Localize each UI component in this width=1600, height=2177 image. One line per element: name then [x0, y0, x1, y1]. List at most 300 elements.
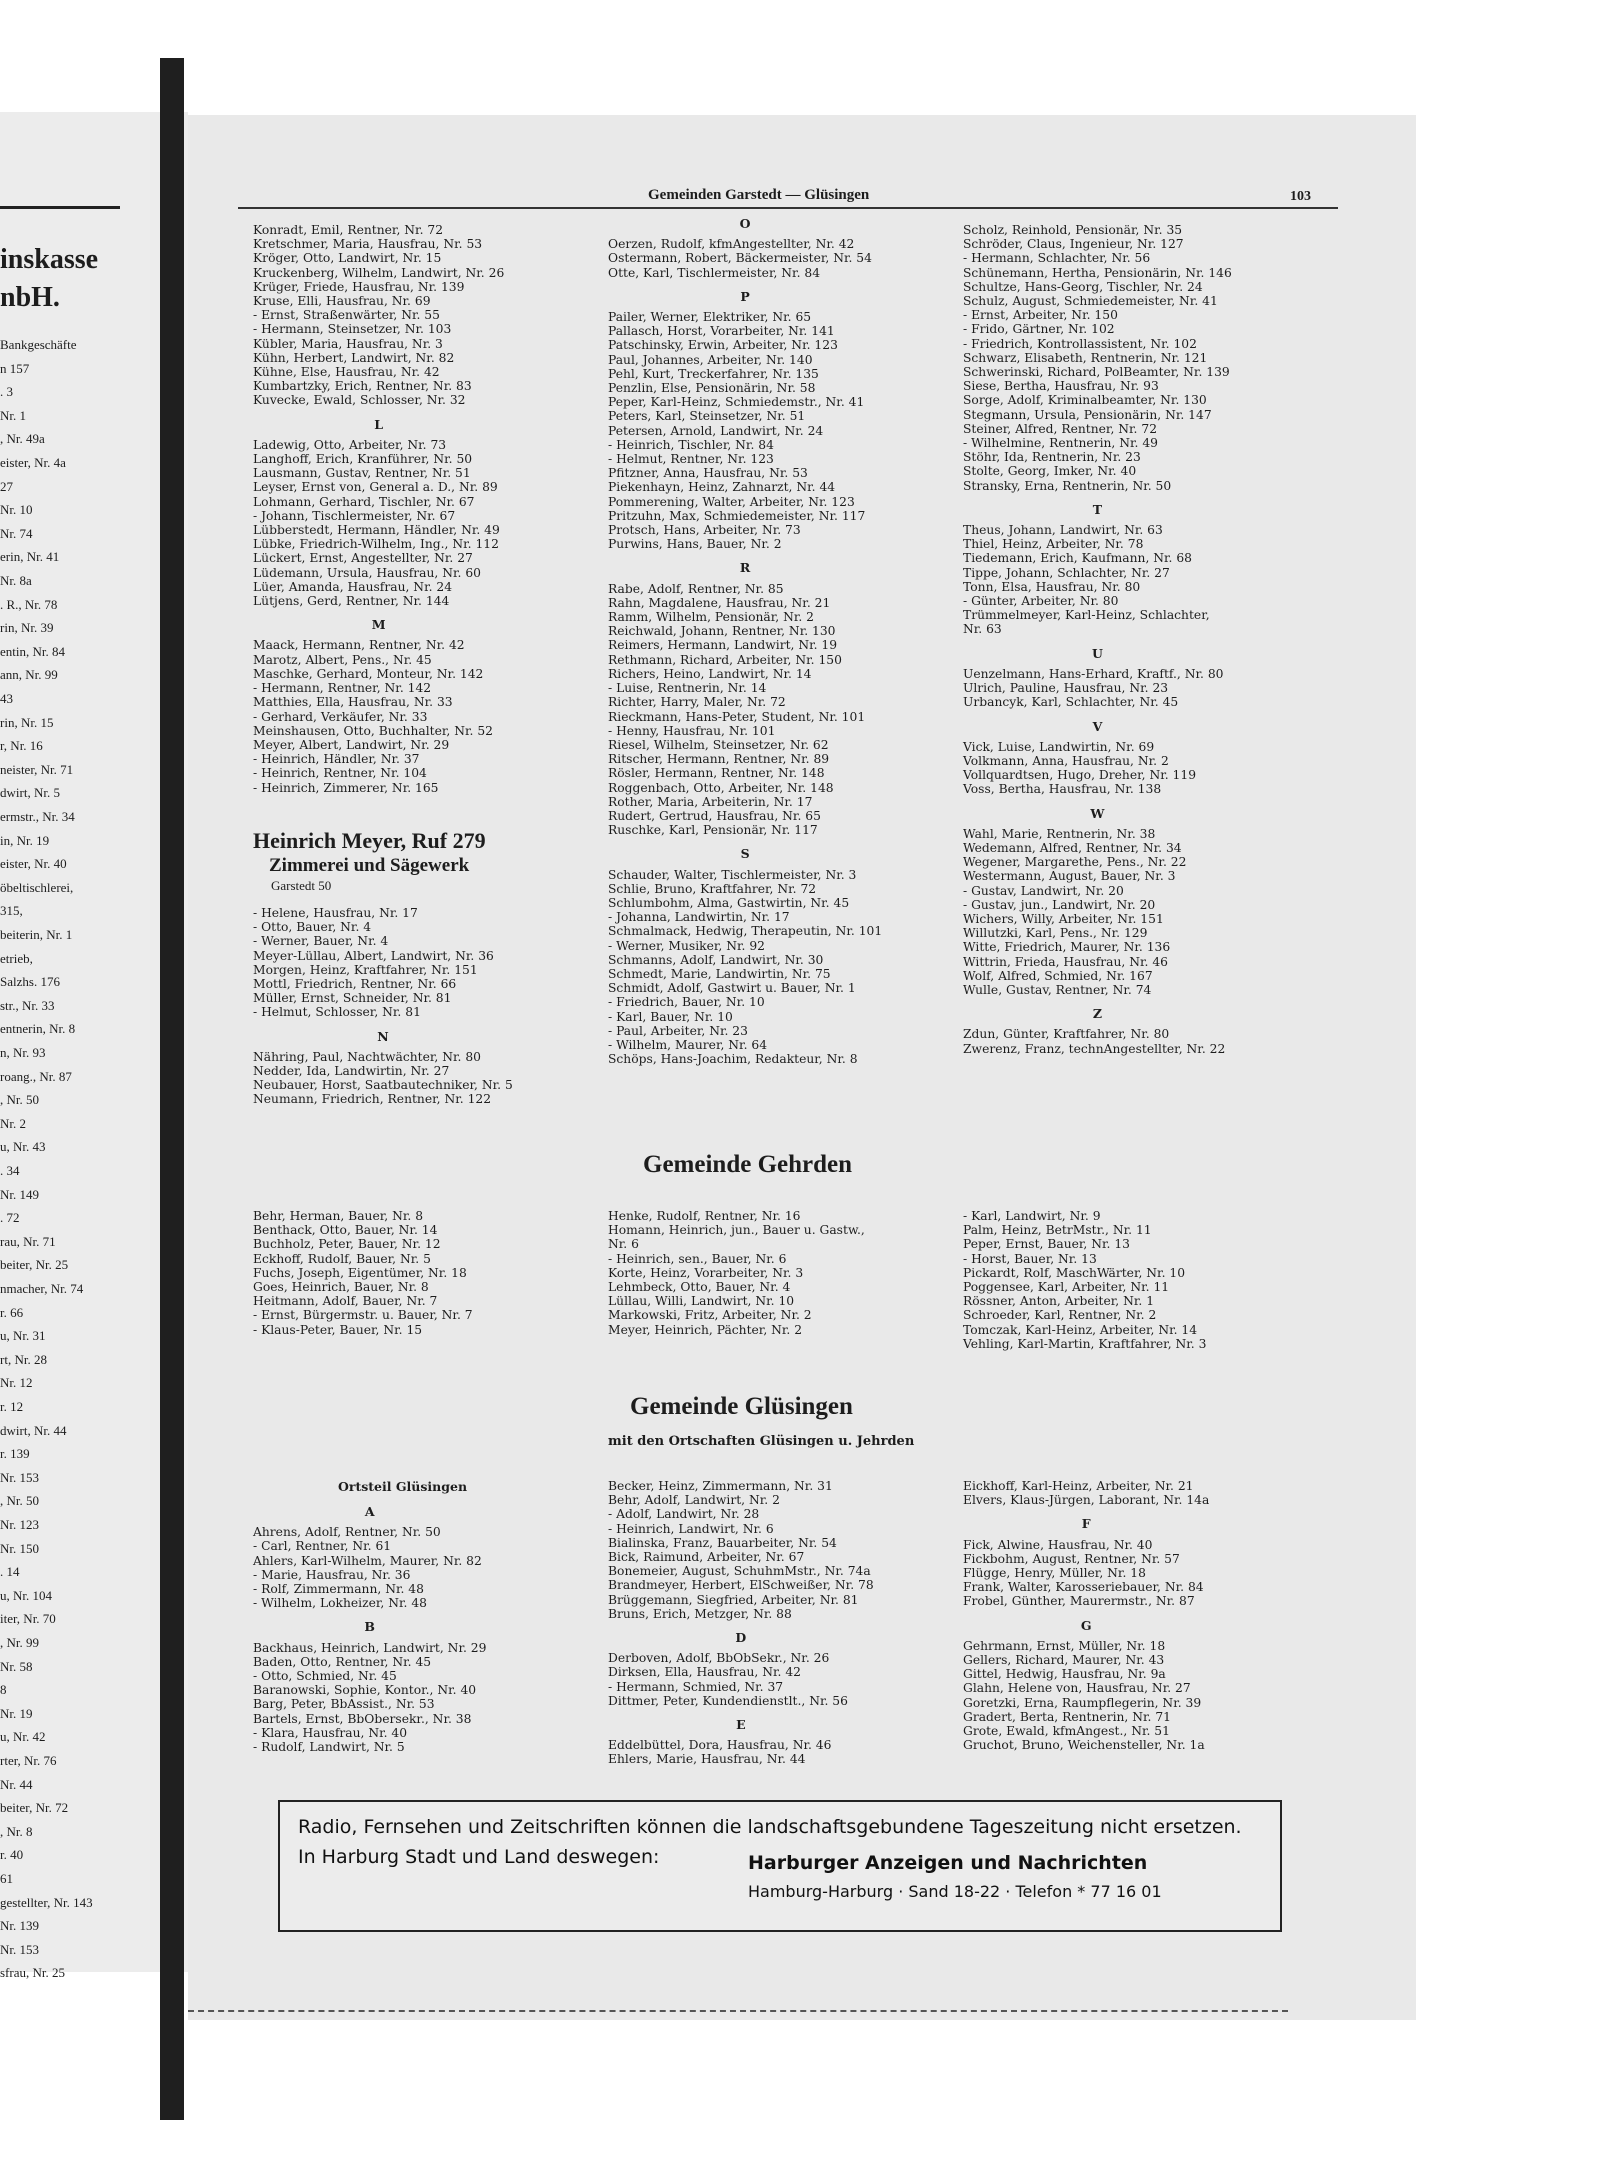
- directory-entry: Willutzki, Karl, Pens., Nr. 129: [963, 926, 1148, 941]
- left-page-line: . 34: [0, 1163, 20, 1178]
- directory-entry: Urbancyk, Karl, Schlachter, Nr. 45: [963, 695, 1179, 710]
- directory-entry: - Gustav, Landwirt, Nr. 20: [963, 883, 1124, 898]
- left-page-line: gestellter, Nr. 143: [0, 1894, 93, 1910]
- directory-entry: Nr. 6: [608, 1237, 639, 1252]
- directory-entry: Meyer-Lüllau, Albert, Landwirt, Nr. 36: [253, 948, 494, 963]
- directory-entry: - Heinrich, Zimmerer, Nr. 165: [253, 780, 439, 795]
- directory-entry: Rethmann, Richard, Arbeiter, Nr. 150: [608, 652, 842, 667]
- directory-entry: Baranowski, Sophie, Kontor., Nr. 40: [253, 1683, 477, 1698]
- letter-heading: F: [1081, 1516, 1091, 1532]
- left-page-line: Nr. 153: [0, 1941, 39, 1957]
- directory-entry: Lohmann, Gerhard, Tischler, Nr. 67: [253, 494, 475, 509]
- left-page-line: rau, Nr. 71: [0, 1233, 56, 1249]
- directory-entry: Rieckmann, Hans-Peter, Student, Nr. 101: [608, 709, 866, 724]
- directory-entry: Lehmbeck, Otto, Bauer, Nr. 4: [608, 1280, 791, 1295]
- directory-entry: Schwerinski, Richard, PolBeamter, Nr. 139: [963, 365, 1230, 380]
- directory-entry: Tomczak, Karl-Heinz, Arbeiter, Nr. 14: [963, 1322, 1198, 1337]
- directory-entry: - Ernst, Straßenwärter, Nr. 55: [253, 308, 440, 323]
- directory-entry: Fuchs, Joseph, Eigentümer, Nr. 18: [253, 1265, 467, 1280]
- meyer-ad-business: Zimmerei und Sägewerk: [269, 855, 470, 876]
- left-page-line: 315,: [0, 903, 23, 919]
- directory-entry: Grote, Ewald, kfmAngest., Nr. 51: [963, 1724, 1170, 1739]
- ortsteil-heading: Ortsteil Glüsingen: [338, 1479, 468, 1494]
- left-page-line: Nr. 139: [0, 1918, 39, 1934]
- directory-entry: Schroeder, Karl, Rentner, Nr. 2: [963, 1308, 1157, 1323]
- directory-entry: - Heinrich, sen., Bauer, Nr. 6: [608, 1251, 787, 1266]
- directory-entry: Rahn, Magdalene, Hausfrau, Nr. 21: [608, 595, 831, 610]
- directory-entry: Eickhoff, Karl-Heinz, Arbeiter, Nr. 21: [963, 1479, 1194, 1493]
- directory-entry: Markowski, Fritz, Arbeiter, Nr. 2: [608, 1308, 812, 1323]
- directory-entry: Dittmer, Peter, Kundendienstlt., Nr. 56: [608, 1693, 848, 1708]
- directory-entry: Bick, Raimund, Arbeiter, Nr. 67: [608, 1550, 805, 1565]
- left-page-line: eister, Nr. 4a: [0, 455, 66, 470]
- left-page-line: 27: [0, 478, 13, 494]
- directory-entry: Pallasch, Horst, Vorarbeiter, Nr. 141: [608, 324, 835, 339]
- gehrden-column-1: [253, 1209, 473, 1337]
- left-page-line: entin, Nr. 84: [0, 643, 65, 659]
- letter-heading: E: [736, 1717, 746, 1733]
- directory-entry: Schmidt, Adolf, Gastwirt u. Bauer, Nr. 1: [608, 981, 856, 996]
- running-title: Gemeinden Garstedt — Glüsingen: [648, 187, 870, 203]
- left-page-line: ermstr., Nr. 34: [0, 809, 75, 824]
- directory-entry: Pfitzner, Anna, Hausfrau, Nr. 53: [608, 466, 808, 481]
- directory-entry: Meyer, Heinrich, Pächter, Nr. 2: [608, 1322, 803, 1337]
- directory-entry: - Hermann, Schmied, Nr. 37: [608, 1679, 784, 1694]
- directory-entry: Gittel, Hedwig, Hausfrau, Nr. 9a: [963, 1667, 1166, 1682]
- directory-entry: Tonn, Elsa, Hausfrau, Nr. 80: [963, 579, 1141, 594]
- directory-entry: Purwins, Hans, Bauer, Nr. 2: [608, 537, 782, 552]
- left-page-line: rt, Nr. 28: [0, 1351, 47, 1367]
- left-page-line: entnerin, Nr. 8: [0, 1021, 76, 1037]
- directory-entry: - Helmut, Schlosser, Nr. 81: [253, 1005, 421, 1020]
- directory-entry: Wichers, Willy, Arbeiter, Nr. 151: [963, 911, 1164, 926]
- directory-entry: Stransky, Erna, Rentnerin, Nr. 50: [963, 478, 1172, 493]
- letter-heading: U: [1091, 645, 1103, 661]
- directory-entry: Ahlers, Karl-Wilhelm, Maurer, Nr. 82: [253, 1553, 482, 1568]
- directory-entry: Bonemeier, August, SchuhmMstr., Nr. 74a: [608, 1564, 871, 1579]
- directory-entry: Maack, Hermann, Rentner, Nr. 42: [253, 638, 465, 653]
- directory-entry: Pritzuhn, Max, Schmiedemeister, Nr. 117: [608, 508, 866, 523]
- left-page-line: roang., Nr. 87: [0, 1068, 72, 1084]
- directory-entry: Reimers, Hermann, Landwirt, Nr. 19: [608, 638, 838, 653]
- letter-heading: P: [740, 288, 750, 304]
- directory-entry: Stöhr, Ida, Rentnerin, Nr. 23: [963, 450, 1141, 465]
- left-page-line: in, Nr. 19: [0, 832, 50, 848]
- directory-entry: Lüer, Amanda, Hausfrau, Nr. 24: [253, 579, 453, 594]
- directory-entry: Schünemann, Hertha, Pensionärin, Nr. 146: [963, 265, 1232, 280]
- directory-entry: Wedemann, Alfred, Rentner, Nr. 34: [963, 840, 1182, 855]
- gehrden-title: Gemeinde Gehrden: [643, 1151, 853, 1178]
- running-head: [188, 187, 1418, 209]
- directory-entry: Goes, Heinrich, Bauer, Nr. 8: [253, 1280, 429, 1295]
- left-page-line: u, Nr. 104: [0, 1587, 52, 1603]
- directory-entry: Wahl, Marie, Rentnerin, Nr. 38: [963, 826, 1156, 841]
- directory-entry: Neumann, Friedrich, Rentner, Nr. 122: [253, 1092, 492, 1107]
- left-page-line: Nr. 2: [0, 1115, 26, 1131]
- left-page-line: Bankgeschäfte: [0, 337, 77, 352]
- left-page-line: neister, Nr. 71: [0, 761, 74, 777]
- garstedt-column-2: [608, 207, 882, 1066]
- left-page-line: str., Nr. 33: [0, 997, 55, 1013]
- ad-address: Hamburg-Harburg · Sand 18-22 · Telefon * 77 16 01: [748, 1882, 1162, 1901]
- directory-entry: Schauder, Walter, Tischlermeister, Nr. 3: [608, 867, 857, 882]
- directory-entry: - Hermann, Rentner, Nr. 142: [253, 681, 432, 696]
- directory-entry: Theus, Johann, Landwirt, Nr. 63: [963, 523, 1163, 538]
- left-page-line: Nr. 12: [0, 1375, 33, 1391]
- left-page-line: etrieb,: [0, 950, 33, 966]
- letter-heading: B: [364, 1619, 375, 1635]
- directory-entry: Buchholz, Peter, Bauer, Nr. 12: [253, 1237, 441, 1252]
- directory-entry: Thiel, Heinz, Arbeiter, Nr. 78: [963, 537, 1144, 552]
- directory-entry: Penzlin, Else, Pensionärin, Nr. 58: [608, 381, 816, 396]
- directory-entry: Frobel, Günther, Maurermstr., Nr. 87: [963, 1594, 1195, 1609]
- directory-entry: Kühne, Else, Hausfrau, Nr. 42: [253, 365, 440, 380]
- directory-entry: - Friedrich, Kontrollassistent, Nr. 102: [963, 336, 1197, 351]
- directory-entry: - Günter, Arbeiter, Nr. 80: [963, 594, 1119, 609]
- directory-entry: Kröger, Otto, Landwirt, Nr. 15: [253, 251, 442, 266]
- directory-entry: Kumbartzky, Erich, Rentner, Nr. 83: [253, 379, 472, 394]
- left-page-line: 61: [0, 1871, 13, 1886]
- letter-heading: M: [371, 617, 386, 633]
- directory-entry: Goretzki, Erna, Raumpflegerin, Nr. 39: [963, 1695, 1202, 1710]
- letter-heading: V: [1092, 718, 1103, 734]
- left-page-line: rin, Nr. 15: [0, 714, 54, 730]
- directory-entry: Gradert, Berta, Rentnerin, Nr. 71: [963, 1709, 1171, 1724]
- directory-entry: Kühn, Herbert, Landwirt, Nr. 82: [253, 350, 455, 365]
- directory-entry: Schultze, Hans-Georg, Tischler, Nr. 24: [963, 279, 1203, 294]
- directory-entry: Benthack, Otto, Bauer, Nr. 14: [253, 1223, 438, 1238]
- directory-entry: Behr, Herman, Bauer, Nr. 8: [253, 1209, 424, 1223]
- directory-entry: Homann, Heinrich, jun., Bauer u. Gastw.,: [608, 1223, 865, 1238]
- directory-entry: Schmalmack, Hedwig, Therapeutin, Nr. 101: [608, 924, 883, 939]
- directory-entry: Otte, Karl, Tischlermeister, Nr. 84: [608, 265, 821, 280]
- directory-entry: Trümmelmeyer, Karl-Heinz, Schlachter,: [963, 608, 1210, 623]
- gluesingen-title: Gemeinde Glüsingen: [630, 1393, 853, 1420]
- ad-slogan: Radio, Fernsehen und Zeitschriften können die landschaftsgebundene Tageszeitung nicht ersetzen.: [298, 1816, 1242, 1838]
- directory-entry: Rother, Maria, Arbeiterin, Nr. 17: [608, 794, 813, 809]
- left-page-line: beiter, Nr. 25: [0, 1257, 69, 1273]
- directory-entry: Piekenhayn, Heinz, Zahnarzt, Nr. 44: [608, 480, 836, 495]
- directory-entry: Lüdemann, Ursula, Hausfrau, Nr. 60: [253, 565, 481, 580]
- letter-heading: N: [377, 1028, 389, 1044]
- directory-entry: Backhaus, Heinrich, Landwirt, Nr. 29: [253, 1640, 487, 1655]
- left-page-line: u, Nr. 43: [0, 1139, 46, 1155]
- directory-entry: Bartels, Ernst, BbObersekr., Nr. 38: [253, 1711, 472, 1726]
- directory-entry: Kruckenberg, Wilhelm, Landwirt, Nr. 26: [253, 265, 505, 280]
- directory-entry: Heitmann, Adolf, Bauer, Nr. 7: [253, 1294, 438, 1309]
- left-page-line: n 157: [0, 360, 30, 376]
- directory-entry: Lausmann, Gustav, Rentner, Nr. 51: [253, 466, 471, 481]
- directory-entry: Westermann, August, Bauer, Nr. 3: [963, 869, 1176, 884]
- newspaper-advertisement: [278, 1800, 1282, 1932]
- directory-entry: Ladewig, Otto, Arbeiter, Nr. 73: [253, 437, 447, 452]
- directory-entry: Eckhoff, Rudolf, Bauer, Nr. 5: [253, 1251, 431, 1266]
- garstedt-column-1-continued: [253, 906, 513, 1107]
- directory-entry: Poggensee, Karl, Arbeiter, Nr. 11: [963, 1280, 1170, 1295]
- directory-entry: Lütjens, Gerd, Rentner, Nr. 144: [253, 594, 450, 609]
- directory-entry: Ehlers, Marie, Hausfrau, Nr. 44: [608, 1752, 806, 1767]
- directory-entry: Brandmeyer, Herbert, ElSchweißer, Nr. 78: [608, 1578, 874, 1593]
- left-page-line: Nr. 19: [0, 1705, 33, 1721]
- directory-entry: Oerzen, Rudolf, kfmAngestellter, Nr. 42: [608, 237, 855, 252]
- directory-entry: - Carl, Rentner, Nr. 61: [253, 1539, 392, 1554]
- directory-entry: Richers, Heino, Landwirt, Nr. 14: [608, 666, 812, 681]
- directory-entry: Lübke, Friedrich-Wilhelm, Ing., Nr. 112: [253, 537, 499, 552]
- directory-entry: Peper, Karl-Heinz, Schmiedemstr., Nr. 41: [608, 395, 865, 410]
- directory-entry: Becker, Heinz, Zimmermann, Nr. 31: [608, 1479, 833, 1493]
- ad-newspaper-name: Harburger Anzeigen und Nachrichten: [748, 1852, 1148, 1874]
- directory-entry: Morgen, Heinz, Kraftfahrer, Nr. 151: [253, 962, 478, 977]
- directory-entry: Patschinsky, Erwin, Arbeiter, Nr. 123: [608, 338, 838, 353]
- directory-entry: Müller, Ernst, Schneider, Nr. 81: [253, 991, 452, 1006]
- directory-entry: Nr. 63: [963, 622, 1002, 637]
- meyer-ad-address: Garstedt 50: [271, 878, 332, 893]
- directory-entry: Siese, Bertha, Hausfrau, Nr. 93: [963, 379, 1159, 394]
- directory-entry: Paul, Johannes, Arbeiter, Nr. 140: [608, 352, 813, 367]
- directory-entry: Kübler, Maria, Hausfrau, Nr. 3: [253, 336, 443, 351]
- directory-entry: Riesel, Wilhelm, Steinsetzer, Nr. 62: [608, 737, 829, 752]
- left-page-line: u, Nr. 42: [0, 1729, 46, 1745]
- directory-entry: Mottl, Friedrich, Rentner, Nr. 66: [253, 977, 457, 992]
- gehrden-column-2: [608, 1209, 865, 1337]
- left-page-line: . 14: [0, 1564, 20, 1580]
- directory-entry: Bialinska, Franz, Bauarbeiter, Nr. 54: [608, 1535, 837, 1550]
- left-page-line: . 3: [0, 384, 13, 400]
- directory-entry: Rabe, Adolf, Rentner, Nr. 85: [608, 581, 784, 596]
- directory-entry: Flügge, Henry, Müller, Nr. 18: [963, 1566, 1146, 1581]
- directory-entry: Gellers, Richard, Maurer, Nr. 43: [963, 1653, 1165, 1668]
- left-page-line: sfrau, Nr. 25: [0, 1965, 65, 1981]
- directory-entry: - Ernst, Arbeiter, Nr. 150: [963, 308, 1118, 323]
- directory-entry: - Henny, Hausfrau, Nr. 101: [608, 723, 776, 738]
- directory-entry: Schlumbohm, Alma, Gastwirtin, Nr. 45: [608, 895, 850, 910]
- left-page-line: r. 139: [0, 1446, 30, 1462]
- letter-heading: W: [1090, 805, 1105, 821]
- directory-entry: Gruchot, Bruno, Weichensteller, Nr. 1a: [963, 1738, 1205, 1753]
- letter-heading: T: [1092, 501, 1103, 517]
- directory-entry: Schöps, Hans-Joachim, Redakteur, Nr. 8: [608, 1052, 858, 1067]
- directory-page: [188, 115, 1416, 2020]
- directory-entry: Ulrich, Pauline, Hausfrau, Nr. 23: [963, 681, 1169, 696]
- directory-entry: Nedder, Ida, Landwirtin, Nr. 27: [253, 1064, 450, 1079]
- left-page-line: beiter, Nr. 72: [0, 1800, 69, 1816]
- bottom-rule: [188, 2010, 1288, 2014]
- directory-entry: Palm, Heinz, BetrMstr., Nr. 11: [963, 1223, 1152, 1238]
- left-page-line: , Nr. 49a: [0, 431, 45, 447]
- directory-entry: Leyser, Ernst von, General a. D., Nr. 89: [253, 480, 498, 495]
- directory-entry: Pommerening, Walter, Arbeiter, Nr. 123: [608, 494, 855, 509]
- left-page-line: u, Nr. 31: [0, 1328, 46, 1344]
- directory-entry: - Rolf, Zimmermann, Nr. 48: [253, 1582, 424, 1597]
- directory-entry: Stolte, Georg, Imker, Nr. 40: [963, 464, 1137, 479]
- directory-entry: Richter, Harry, Maler, Nr. 72: [608, 695, 786, 710]
- directory-entry: Konradt, Emil, Rentner, Nr. 72: [253, 223, 444, 237]
- directory-entry: Roggenbach, Otto, Arbeiter, Nr. 148: [608, 780, 834, 795]
- directory-entry: Wittrin, Frieda, Hausfrau, Nr. 46: [963, 954, 1168, 969]
- letter-heading: D: [735, 1630, 747, 1646]
- directory-entry: Meyer, Albert, Landwirt, Nr. 29: [253, 737, 450, 752]
- gehrden-column-3: [963, 1209, 1206, 1351]
- left-page-line: r, Nr. 16: [0, 738, 43, 754]
- gluesingen-column-1: [253, 1495, 486, 1754]
- left-page-line: Nr. 74: [0, 525, 33, 541]
- directory-entry: Stegmann, Ursula, Pensionärin, Nr. 147: [963, 407, 1212, 422]
- directory-entry: Ostermann, Robert, Bäckermeister, Nr. 54: [608, 251, 872, 266]
- left-page-line: , Nr. 50: [0, 1493, 39, 1509]
- directory-entry: - Wilhelm, Maurer, Nr. 64: [608, 1037, 768, 1052]
- letter-heading: S: [740, 846, 750, 862]
- page-number: 103: [1290, 189, 1311, 204]
- left-page-line: Nr. 58: [0, 1658, 33, 1674]
- directory-entry: Gehrmann, Ernst, Müller, Nr. 18: [963, 1638, 1166, 1653]
- left-page-line: , Nr. 99: [0, 1635, 39, 1650]
- directory-entry: - Heinrich, Landwirt, Nr. 6: [608, 1521, 774, 1536]
- left-page-line: Nr. 149: [0, 1186, 39, 1202]
- directory-entry: Rösler, Hermann, Rentner, Nr. 148: [608, 766, 825, 781]
- directory-entry: Pailer, Werner, Elektriker, Nr. 65: [608, 310, 812, 325]
- directory-entry: Volkmann, Anna, Hausfrau, Nr. 2: [963, 753, 1169, 768]
- left-page-line: , Nr. 8: [0, 1823, 33, 1839]
- left-page-line: Nr. 44: [0, 1776, 33, 1792]
- letter-heading: R: [739, 560, 751, 576]
- directory-entry: Protsch, Hans, Arbeiter, Nr. 73: [608, 523, 801, 538]
- directory-entry: Petersen, Arnold, Landwirt, Nr. 24: [608, 423, 824, 438]
- left-page-line: ann, Nr. 99: [0, 667, 58, 683]
- directory-entry: - Marie, Hausfrau, Nr. 36: [253, 1567, 411, 1582]
- left-page-line: beiterin, Nr. 1: [0, 927, 73, 942]
- garstedt-column-1: [253, 223, 504, 795]
- left-page-line: nmacher, Nr. 74: [0, 1281, 84, 1296]
- directory-entry: Matthies, Ella, Hausfrau, Nr. 33: [253, 695, 453, 710]
- directory-entry: Wolf, Alfred, Schmied, Nr. 167: [963, 968, 1153, 983]
- directory-entry: Peper, Ernst, Bauer, Nr. 13: [963, 1237, 1130, 1252]
- directory-entry: Vehling, Karl-Martin, Kraftfahrer, Nr. 3: [963, 1336, 1207, 1351]
- directory-entry: Nähring, Paul, Nachtwächter, Nr. 80: [253, 1049, 481, 1064]
- garstedt-column-3: [963, 223, 1232, 1056]
- directory-entry: Baden, Otto, Rentner, Nr. 45: [253, 1654, 432, 1669]
- directory-entry: Derboven, Adolf, BbObSekr., Nr. 26: [608, 1651, 830, 1666]
- left-page-line: iter, Nr. 70: [0, 1611, 56, 1627]
- left-heading-2: nbH.: [0, 282, 60, 313]
- directory-entry: Ritscher, Hermann, Rentner, Nr. 89: [608, 752, 830, 767]
- directory-entry: - Paul, Arbeiter, Nr. 23: [608, 1023, 748, 1038]
- directory-entry: Schröder, Claus, Ingenieur, Nr. 127: [963, 237, 1184, 252]
- directory-entry: Peters, Karl, Steinsetzer, Nr. 51: [608, 409, 806, 424]
- directory-entry: Ruschke, Karl, Pensionär, Nr. 117: [608, 823, 818, 838]
- directory-entry: - Heinrich, Tischler, Nr. 84: [608, 437, 774, 452]
- directory-entry: Marotz, Albert, Pens., Nr. 45: [253, 652, 432, 667]
- directory-entry: Behr, Adolf, Landwirt, Nr. 2: [608, 1493, 780, 1508]
- directory-entry: - Helmut, Rentner, Nr. 123: [608, 452, 774, 467]
- left-page-line: Nr. 153: [0, 1469, 39, 1485]
- left-page-line: . R., Nr. 78: [0, 596, 58, 612]
- directory-entry: Ahrens, Adolf, Rentner, Nr. 50: [253, 1525, 441, 1540]
- directory-entry: - Friedrich, Bauer, Nr. 10: [608, 995, 765, 1010]
- letter-heading: A: [364, 1504, 375, 1519]
- directory-entry: Lübberstedt, Hermann, Händler, Nr. 49: [253, 523, 500, 538]
- directory-entry: - Adolf, Landwirt, Nr. 28: [608, 1507, 760, 1522]
- directory-entry: Krüger, Friede, Hausfrau, Nr. 139: [253, 279, 465, 294]
- directory-entry: Steiner, Alfred, Rentner, Nr. 72: [963, 421, 1158, 436]
- directory-entry: Zwerenz, Franz, technAngestellter, Nr. 22: [963, 1041, 1226, 1056]
- directory-entry: Uenzelmann, Hans-Erhard, Kraftf., Nr. 80: [963, 666, 1224, 681]
- directory-entry: - Heinrich, Händler, Nr. 37: [253, 752, 420, 767]
- directory-entry: - Hermann, Schlachter, Nr. 56: [963, 251, 1151, 266]
- directory-entry: Fickbohm, August, Rentner, Nr. 57: [963, 1551, 1180, 1566]
- left-page-line: r. 66: [0, 1304, 24, 1320]
- directory-entry: - Otto, Schmied, Nr. 45: [253, 1669, 397, 1684]
- directory-entry: Henke, Rudolf, Rentner, Nr. 16: [608, 1209, 801, 1223]
- directory-entry: Kuvecke, Ewald, Schlosser, Nr. 32: [253, 393, 466, 408]
- directory-entry: - Wilhelmine, Rentnerin, Nr. 49: [963, 436, 1158, 451]
- left-page-line: Nr. 10: [0, 502, 33, 518]
- directory-entry: - Luise, Rentnerin, Nr. 14: [608, 681, 767, 696]
- directory-entry: - Gerhard, Verkäufer, Nr. 33: [253, 709, 428, 724]
- directory-entry: Pehl, Kurt, Treckerfahrer, Nr. 135: [608, 366, 819, 381]
- directory-entry: Fick, Alwine, Hausfrau, Nr. 40: [963, 1537, 1153, 1552]
- left-page-line: Nr. 8a: [0, 573, 32, 588]
- directory-entry: Schlie, Bruno, Kraftfahrer, Nr. 72: [608, 881, 817, 896]
- directory-entry: - Heinrich, Rentner, Nr. 104: [253, 766, 427, 781]
- directory-entry: - Wilhelm, Lokheizer, Nr. 48: [253, 1596, 427, 1611]
- letter-heading: Z: [1092, 1006, 1102, 1022]
- gluesingen-column-3: [963, 1479, 1209, 1752]
- letter-heading: L: [374, 416, 384, 432]
- directory-entry: Neubauer, Horst, Saatbautechniker, Nr. 5: [253, 1078, 513, 1093]
- meyer-advertisement: [253, 828, 486, 894]
- directory-entry: - Ernst, Bürgermstr. u. Bauer, Nr. 7: [253, 1308, 473, 1323]
- directory-entry: Dirksen, Ella, Hausfrau, Nr. 42: [608, 1665, 801, 1680]
- directory-entry: - Werner, Bauer, Nr. 4: [253, 934, 389, 949]
- left-page-line: r. 40: [0, 1847, 24, 1863]
- left-page-line: Nr. 150: [0, 1540, 39, 1556]
- directory-entry: Rössner, Anton, Arbeiter, Nr. 1: [963, 1294, 1155, 1309]
- directory-entry: - Karl, Bauer, Nr. 10: [608, 1009, 733, 1024]
- directory-entry: Zdun, Günter, Kraftfahrer, Nr. 80: [963, 1027, 1170, 1042]
- meyer-ad-name: Heinrich Meyer, Ruf 279: [253, 828, 486, 853]
- directory-entry: Glahn, Helene von, Hausfrau, Nr. 27: [963, 1681, 1191, 1696]
- directory-entry: Langhoff, Erich, Kranführer, Nr. 50: [253, 452, 473, 467]
- directory-entry: Brüggemann, Siegfried, Arbeiter, Nr. 81: [608, 1592, 859, 1607]
- directory-entry: Vick, Luise, Landwirtin, Nr. 69: [963, 739, 1155, 754]
- directory-entry: Elvers, Klaus-Jürgen, Laborant, Nr. 14a: [963, 1493, 1210, 1508]
- directory-entry: Barg, Peter, BbAssist., Nr. 53: [253, 1697, 435, 1712]
- left-page-line: erin, Nr. 41: [0, 549, 60, 565]
- directory-entry: Bruns, Erich, Metzger, Nr. 88: [608, 1606, 792, 1621]
- left-page-line: öbeltischlerei,: [0, 879, 74, 895]
- directory-entry: - Werner, Musiker, Nr. 92: [608, 938, 765, 953]
- left-page-line: 8: [0, 1682, 7, 1698]
- directory-entry: - Klaus-Peter, Bauer, Nr. 15: [253, 1322, 423, 1337]
- directory-entry: Schwarz, Elisabeth, Rentnerin, Nr. 121: [963, 350, 1208, 365]
- directory-entry: Maschke, Gerhard, Monteur, Nr. 142: [253, 666, 484, 681]
- directory-entry: Lückert, Ernst, Angestellter, Nr. 27: [253, 551, 473, 566]
- left-page-line: eister, Nr. 40: [0, 856, 67, 872]
- left-heading-1: inskasse: [0, 244, 99, 275]
- directory-entry: Sorge, Adolf, Kriminalbeamter, Nr. 130: [963, 393, 1207, 408]
- directory-entry: Scholz, Reinhold, Pensionär, Nr. 35: [963, 223, 1183, 237]
- directory-entry: Wulle, Gustav, Rentner, Nr. 74: [963, 982, 1152, 997]
- directory-entry: - Karl, Landwirt, Nr. 9: [963, 1209, 1101, 1223]
- directory-entry: Tippe, Johann, Schlachter, Nr. 27: [963, 565, 1170, 580]
- left-page-line: Nr. 1: [0, 407, 26, 423]
- letter-heading: O: [739, 216, 751, 231]
- left-page-line: rin, Nr. 39: [0, 620, 54, 636]
- directory-entry: Kretschmer, Maria, Hausfrau, Nr. 53: [253, 237, 483, 252]
- left-page-line: Salzhs. 176: [0, 974, 60, 990]
- left-page-line: 43: [0, 691, 13, 706]
- left-page-line: dwirt, Nr. 44: [0, 1422, 67, 1438]
